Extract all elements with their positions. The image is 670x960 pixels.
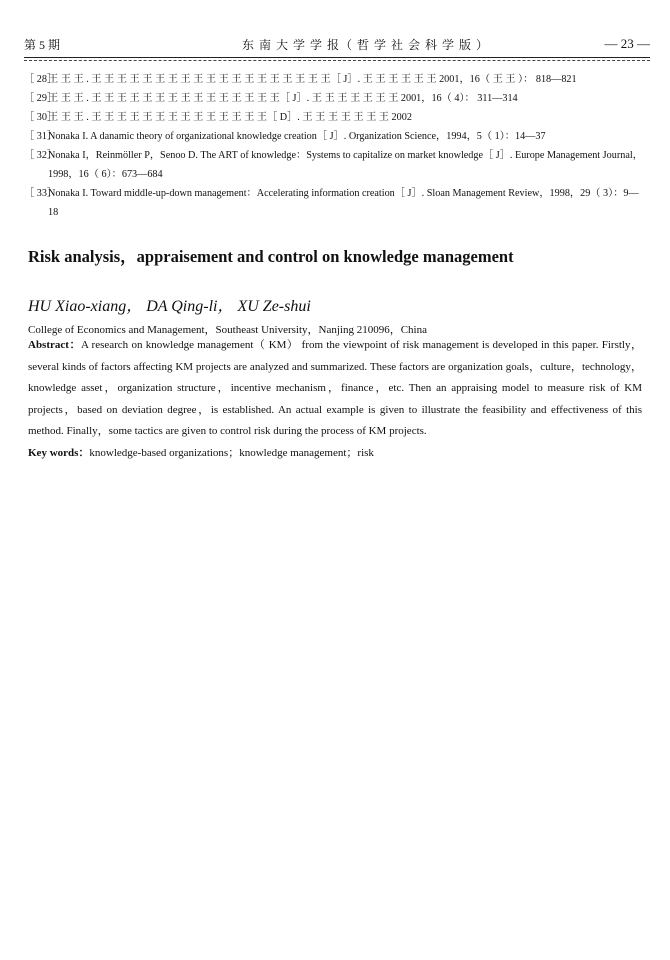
abstract-paragraph: [28, 335, 642, 443]
reference-number: ［ 30］: [24, 112, 58, 123]
page-number: — 23 —: [604, 36, 650, 51]
keywords-text: knowledge-based organizations；knowledge management；risk: [89, 446, 374, 459]
reference-text: 王 王 王 . 王 王 王 王 王 王 王 王 王 王 王 王 王 王［ D］. 王 王 王 王 王 王 王 2002: [48, 112, 412, 123]
header-rule: [24, 57, 650, 58]
reference-number: ［ 28］: [24, 74, 58, 85]
reference-item: [24, 184, 644, 222]
reference-number: ［ 29］: [24, 93, 58, 104]
affiliation: College of Economics and Management，Southeast University，Nanjing 210096，China: [28, 324, 427, 336]
reference-item: [24, 127, 644, 146]
reference-text: 王 王 王 . 王 王 王 王 王 王 王 王 王 王 王 王 王 王 王 王 王 王 王［ J］. 王 王 王 王 王 王 2001，16（ 王 王 ）： 818—821: [48, 74, 577, 85]
reference-number: ［ 33］: [24, 188, 58, 199]
abstract-block: [28, 335, 642, 464]
header-rule-double: [24, 60, 650, 61]
running-header: [24, 36, 650, 54]
reference-number: ［ 32］: [24, 150, 58, 161]
abstract-text: A research on knowledge management（ KM） from the viewpoint of risk management is developed in this paper. Firstly，several kinds of factors affecting KM projects are analyzed and summarized. These factors are organization goals，culture，technology，knowledge asset，organization structure，incentive mechanism，finance，etc. Then an appraising model to measure risk of KM projects，based on deviation degree，is established. An actual example is given to illustrate the feasibility and effectiveness of this method. Finally，some tactics are given to control risk during the process of KM projects.: [28, 339, 642, 437]
keywords-paragraph: [28, 443, 642, 465]
author-list: HU Xiao-xiang， DA Qing-li， XU Ze-shui: [28, 298, 311, 315]
issue-number: 第 5 期: [24, 38, 61, 52]
reference-text: Nonaka I，Reinmöller P，Senoo D. The ART of knowledge：Systems to capitalize on market knowledge［ J］. Europe Management Journal，1998，16（ 6）：673—684: [48, 150, 643, 180]
reference-list: [24, 70, 644, 222]
reference-item: [24, 70, 644, 89]
reference-text: Nonaka I. Toward middle-up-down management：Accelerating information creation［ J］. Sloan Management Review，1998，29（ 3）：9—18: [48, 188, 639, 218]
english-title: Risk analysis，appraisement and control on knowledge management: [28, 247, 514, 266]
reference-text: 王 王 王 . 王 王 王 王 王 王 王 王 王 王 王 王 王 王 王［ J］. 王 王 王 王 王 王 王 2001，16（ 4）： 311—314: [48, 93, 518, 104]
reference-item: [24, 146, 644, 184]
reference-item: [24, 89, 644, 108]
reference-text: Nonaka I. A danamic theory of organizational knowledge creation［ J］. Organization Science，1994，5（ 1）：14—37: [48, 131, 546, 142]
reference-number: ［ 31］: [24, 131, 58, 142]
reference-item: [24, 108, 644, 127]
abstract-label: Abstract：: [28, 339, 81, 351]
keywords-label: Key words：: [28, 446, 90, 459]
journal-name: 东 南 大 学 学 报（ 哲 学 社 会 科 学 版 ）: [242, 38, 490, 52]
